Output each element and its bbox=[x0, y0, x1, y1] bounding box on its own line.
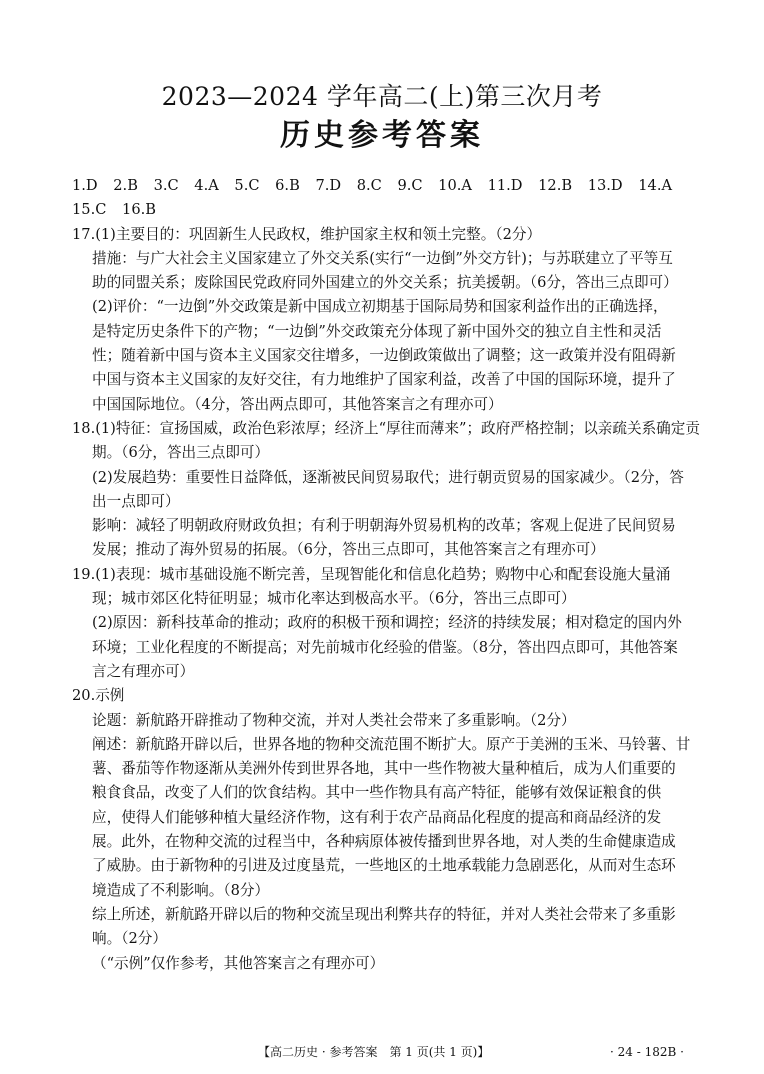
answer-line: 应，使得人们能够种植大量经济作物，这有利于农产品商品化程度的提高和商品经济的发 bbox=[92, 808, 662, 826]
answer-line: 18.(1)特征：宣扬国威，政治色彩浓厚；经济上“厚往而薄来”；政府严格控制；以亲疏关系确定贡 bbox=[72, 419, 700, 437]
answer-line: 20.示例 bbox=[72, 687, 125, 705]
answer-line: 阐述：新航路开辟以后，世界各地的物种交流范围不断扩大。原产于美洲的玉米、马铃薯、甘 bbox=[92, 735, 691, 753]
mcq-answer: 1.D bbox=[72, 177, 98, 194]
mcq-answers-row-2 bbox=[72, 198, 702, 222]
answer-line: 出一点即可） bbox=[92, 492, 180, 510]
answer-line: 响。（2分） bbox=[92, 930, 167, 948]
answer-line: 现；城市郊区化特征明显；城市化率达到极高水平。（6分，答出三点即可） bbox=[92, 590, 576, 608]
answer-line: 薯、番茄等作物逐渐从美洲外传到世界各地，其中一些作物被大量种植后，成为人们重要的 bbox=[92, 760, 676, 778]
answer-line: 发展；推动了海外贸易的拓展。（6分，答出三点即可，其他答案言之有理亦可） bbox=[92, 541, 605, 559]
answer-line: 期。（6分，答出三点即可） bbox=[92, 444, 270, 462]
mcq-answer: 15.C bbox=[72, 201, 107, 219]
answer-line: 中国国际地位。（4分，答出两点即可，其他答案言之有理亦可） bbox=[92, 395, 503, 413]
answer-line: (2)原因：新科技革命的推动；政府的积极干预和调控；经济的持续发展；相对稳定的国内外 bbox=[92, 614, 682, 632]
mcq-answers-row-1 bbox=[72, 174, 702, 198]
answer-line: 措施：与广大社会主义国家建立了外交关系(实行“一边倒”外交方针)；与苏联建立了平等互 bbox=[92, 249, 673, 267]
mcq-answer: 13.D bbox=[587, 177, 623, 194]
answer-line: 性；随着新中国与资本主义国家交往增多，一边倒政策做出了调整；这一政策并没有阻碍新 bbox=[92, 347, 676, 365]
footer-page-info: 【高二历史 · 参考答案 第 1 页(共 1 页)】 bbox=[258, 1045, 490, 1059]
mcq-answer: 11.D bbox=[487, 177, 523, 194]
page-footer bbox=[0, 1042, 764, 1062]
answer-line: （“示例”仅作参考，其他答案言之有理亦可） bbox=[92, 954, 385, 972]
mcq-answer: 9.C bbox=[397, 177, 423, 194]
mcq-answer: 10.A bbox=[438, 177, 472, 194]
answer-line: 论题：新航路开辟推动了物种交流，并对人类社会带来了多重影响。（2分） bbox=[92, 711, 576, 729]
mcq-answer: 5.C bbox=[234, 177, 260, 194]
mcq-answer: 6.B bbox=[275, 177, 300, 194]
answer-line: 展。此外，在物种交流的过程当中，各种病原体被传播到世界各地，对人类的生命健康造成 bbox=[92, 833, 676, 851]
answer-lines bbox=[72, 223, 702, 976]
answer-line: 环境；工业化程度的不断提高；对先前城市化经验的借鉴。（8分，答出四点即可，其他答案 bbox=[92, 638, 678, 656]
answer-line: 中国与资本主义国家的友好交往，有力地维护了国家利益，改善了中国的国际环境，提升了 bbox=[92, 371, 676, 389]
answer-line: 综上所述，新航路开辟以后的物种交流呈现出利弊共存的特征，并对人类社会带来了多重影 bbox=[92, 905, 676, 923]
mcq-answer: 7.D bbox=[315, 177, 342, 194]
footer-code: · 24 - 182B · bbox=[610, 1045, 684, 1059]
answer-line: 言之有理亦可） bbox=[92, 662, 195, 680]
answer-line: 粮食食品，改变了人们的饮食结构。其中一些作物具有高产特征，能够有效保证粮食的供 bbox=[92, 784, 662, 802]
mcq-answer: 16.B bbox=[122, 201, 156, 219]
answer-line: 境造成了不利影响。（8分） bbox=[92, 881, 270, 899]
mcq-answer: 4.A bbox=[194, 177, 219, 194]
mcq-answer: 3.C bbox=[153, 177, 179, 194]
answer-line: (2)评价：“一边倒”外交政策是新中国成立初期基于国际局势和国家利益作出的正确选择， bbox=[92, 298, 668, 316]
answer-line: 17.(1)主要目的：巩固新生人民政权，维护国家主权和领土完整。（2分） bbox=[72, 225, 542, 243]
answer-line: 是特定历史条件下的产物；“一边倒”外交政策充分体现了新中国外交的独立自主性和灵活 bbox=[92, 322, 662, 340]
answer-line: (2)发展趋势：重要性日益降低，逐渐被民间贸易取代；进行朝贡贸易的国家减少。（2分，答 bbox=[92, 468, 684, 486]
mcq-answer: 12.B bbox=[538, 177, 573, 194]
mcq-answer: 2.B bbox=[113, 177, 138, 194]
mcq-answer: 8.C bbox=[356, 177, 382, 194]
mcq-answer: 14.A bbox=[638, 177, 673, 194]
answer-body bbox=[72, 174, 702, 976]
exam-title: 2023—2024 学年高二(上)第三次月考 bbox=[161, 82, 603, 111]
answer-line: 助的同盟关系；废除国民党政府同外国建立的外交关系；抗美援朝。（6分，答出三点即可） bbox=[92, 274, 678, 292]
answer-line: 了威胁。由于新物种的引进及过度垦荒，一些地区的土地承载能力急剧恶化，从而对生态环 bbox=[92, 857, 676, 875]
answer-line: 19.(1)表现：城市基础设施不断完善，呈现智能化和信息化趋势；购物中心和配套设施大量涌 bbox=[72, 565, 671, 583]
document-subtitle: 历史参考答案 bbox=[280, 118, 484, 153]
answer-line: 影响：减轻了明朝政府财政负担；有利于明朝海外贸易机构的改革；客观上促进了民间贸易 bbox=[92, 517, 676, 535]
